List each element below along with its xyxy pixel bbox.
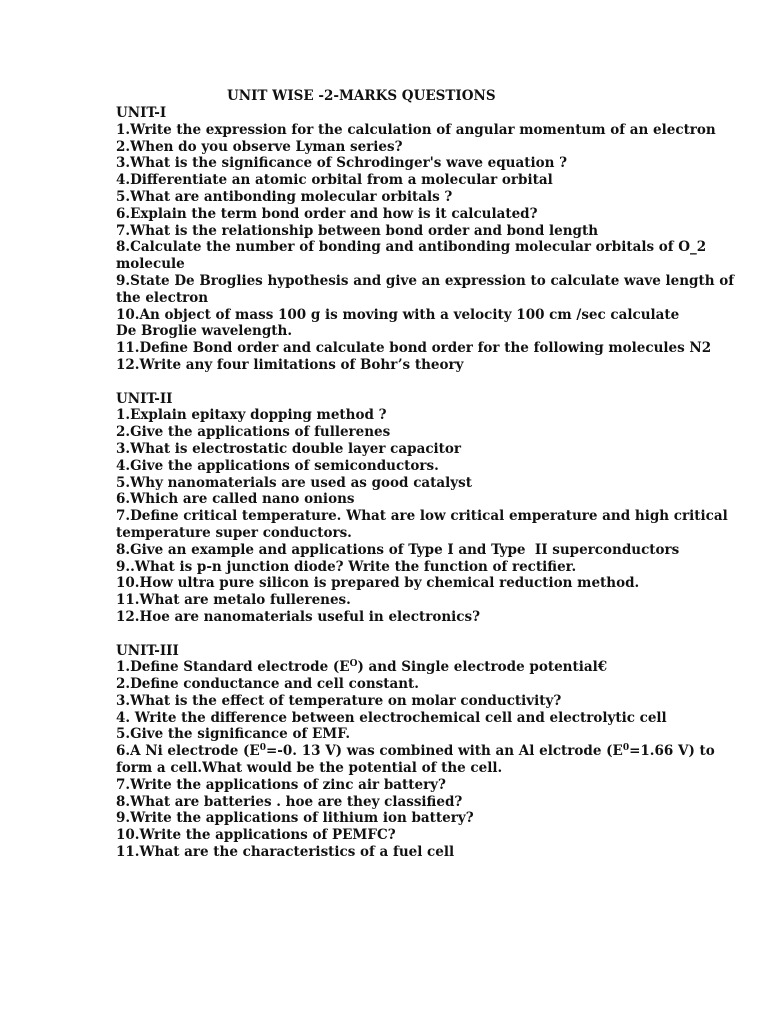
- unit-3-question-6-part-b: =-0. 13 V) was combined with an Al elctrode (E: [266, 743, 623, 760]
- unit-1-question-6: 6.Explain the term bond order and how is it calculated?: [116, 205, 538, 222]
- unit-3-question-1-text-end: ) and Single electrode potential€: [357, 659, 608, 676]
- unit-3-question-7: 7.Write the applications of zinc air battery?: [116, 776, 446, 793]
- unit-1-question-9-line-1: 9.State De Broglies hypothesis and give an expression to calculate wave length of: [116, 272, 735, 289]
- unit-2-question-7-line-1: 7.Define critical temperature. What are low critical emperature and high critical: [116, 508, 728, 525]
- unit-1-question-7: 7.What is the relationship between bond order and bond length: [116, 222, 599, 239]
- unit-1-question-8-line-1: 8.Calculate the number of bonding and antibonding molecular orbitals of O_2: [116, 239, 707, 256]
- document-title: UNIT WISE -2-MARKS QUESTIONS: [227, 88, 496, 104]
- unit-2-question-7-line-2: temperature super conductors.: [116, 524, 352, 541]
- unit-3-question-1: [116, 659, 656, 676]
- unit-3-question-8: 8.What are batteries . hoe are they classified?: [116, 793, 463, 810]
- unit-3-question-5: 5.Give the significance of EMF.: [116, 726, 351, 743]
- unit-3-question-6-line-1: [116, 743, 715, 760]
- superscript-zero: 0: [622, 743, 630, 754]
- unit-3-heading: UNIT-III: [116, 642, 179, 659]
- unit-3-question-6-line-2: form a cell.What would be the potential of the cell.: [116, 760, 503, 777]
- unit-3-question-4: 4. Write the difference between electrochemical cell and electrolytic cell: [116, 709, 667, 726]
- unit-1-question-9-line-2: the electron: [116, 289, 209, 306]
- unit-2-question-5: 5.Why nanomaterials are used as good catalyst: [116, 474, 472, 491]
- unit-2-question-10: 10.How ultra pure silicon is prepared by chemical reduction method.: [116, 575, 640, 592]
- unit-1-question-3: 3.What is the significance of Schrodinger's wave equation ?: [116, 155, 567, 172]
- unit-1-question-10-line-1: 10.An object of mass 100 g is moving with a velocity 100 cm /sec calculate: [116, 306, 680, 323]
- section-spacer: [116, 374, 656, 391]
- unit-3-question-6-part-a: 6.A Ni electrode (E: [116, 743, 260, 760]
- unit-1-question-4: 4.Differentiate an atomic orbital from a molecular orbital: [116, 172, 553, 189]
- unit-3-question-1-text-start: 1.Define Standard electrode (E: [116, 659, 350, 676]
- unit-1-heading: UNIT-I: [116, 105, 167, 121]
- unit-2-question-6: 6.Which are called nano onions: [116, 491, 355, 508]
- unit-3-question-3: 3.What is the effect of temperature on molar conductivity?: [116, 692, 562, 709]
- superscript-zero: 0: [259, 743, 266, 754]
- unit-2-question-3: 3.What is electrostatic double layer capacitor: [116, 440, 462, 457]
- section-spacer: [116, 626, 656, 643]
- unit-2-question-11: 11.What are metalo fullerenes.: [116, 592, 351, 609]
- unit-3-question-10: 10.Write the applications of PEMFC?: [116, 827, 396, 844]
- unit-2-heading: UNIT-II: [116, 390, 173, 407]
- unit-3-question-11: 11.What are the characteristics of a fuel cell: [116, 844, 455, 861]
- unit-2-question-9: 9..What is p-n junction diode? Write the function of rectifier.: [116, 558, 577, 575]
- unit-2-question-1: 1.Explain epitaxy dopping method ?: [116, 407, 387, 424]
- unit-1-question-11: 11.Define Bond order and calculate bond order for the following molecules N2: [116, 340, 712, 357]
- question-document: [116, 88, 735, 861]
- unit-1-question-2: 2.When do you observe Lyman series?: [116, 138, 403, 155]
- unit-2-question-8: 8.Give an example and applications of Type I and Type II superconductors: [116, 541, 680, 558]
- unit-1-question-12: 12.Write any four limitations of Bohr’s theory: [116, 356, 464, 373]
- unit-2-question-12: 12.Hoe are nanomaterials useful in electronics?: [116, 608, 480, 625]
- unit-3-question-9: 9.Write the applications of lithium ion battery?: [116, 810, 474, 827]
- unit-1-question-5: 5.What are antibonding molecular orbitals ?: [116, 188, 453, 205]
- unit-2-question-2: 2.Give the applications of fullerenes: [116, 424, 391, 441]
- unit-3-question-2: 2.Define conductance and cell constant.: [116, 676, 419, 693]
- unit-3-question-6-part-c: =1.66 V) to: [629, 743, 715, 760]
- unit-2-question-4: 4.Give the applications of semiconductors.: [116, 457, 439, 474]
- unit-1-question-10-line-2: De Broglie wavelength.: [116, 323, 293, 340]
- unit-1-question-1: 1.Write the expression for the calculation of angular momentum of an electron: [116, 121, 716, 138]
- superscript-o: O: [349, 659, 358, 670]
- unit-1-question-8-line-2: molecule: [116, 256, 185, 273]
